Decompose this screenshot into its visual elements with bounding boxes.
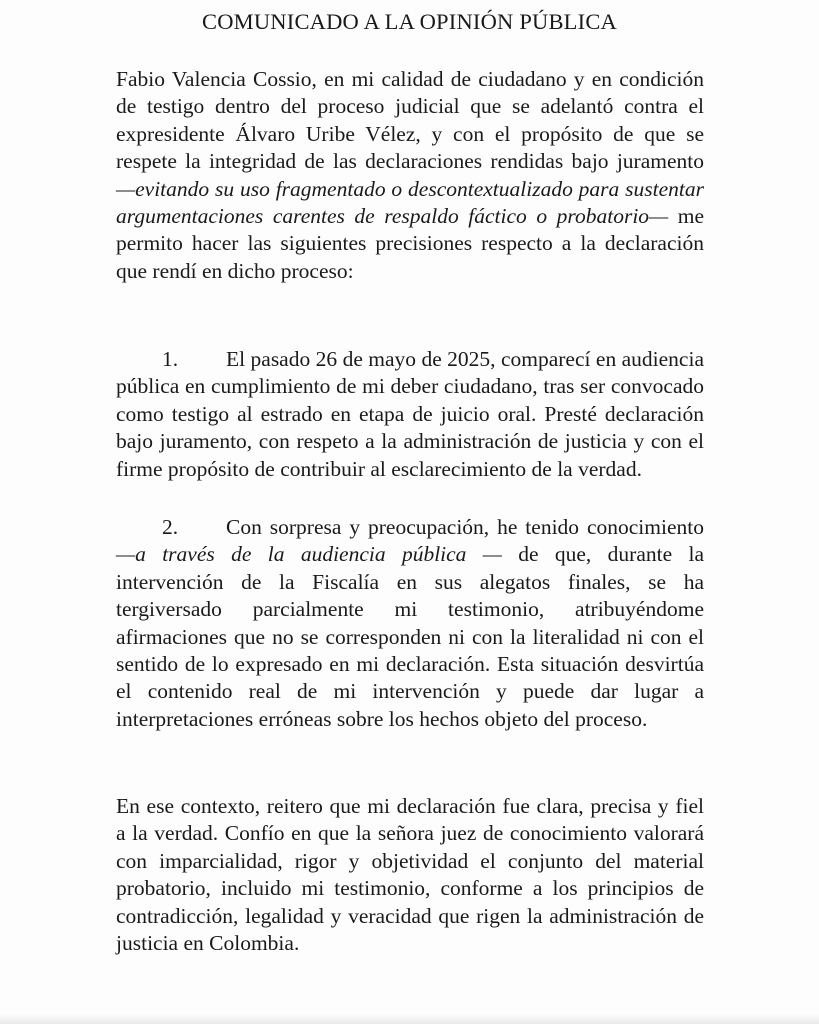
closing-paragraph: [116, 793, 704, 957]
item-2-number: 2.: [162, 515, 179, 539]
intro-text-start: Fabio Valencia Cossio, en mi calidad de ciudadano y en condición de testigo dentro del proceso judicial que se adelantó contra el expresidente Álvaro Uribe Vélez, y con el propósito de que se respete la integridad de las declaraciones rendidas bajo juramento: [116, 67, 704, 174]
intro-text-end: me permito hacer las siguientes precisiones respecto a la declaración que rendí en dicho proceso:: [116, 204, 704, 283]
intro-paragraph: [116, 66, 704, 285]
numbered-item-1: [116, 346, 704, 483]
page-bottom-edge: [0, 1014, 819, 1024]
intro-emphasis: —evitando su uso fragmentado o descontextualizado para sustentar argumentaciones carentes de respaldo fáctico o probatorio—: [116, 176, 704, 229]
item-2-text-start: Con sorpresa y preocupación, he tenido conocimiento: [226, 515, 704, 539]
item-2-text-end: de que, durante la intervención de la Fiscalía en sus alegatos finales, se ha tergiversado parcialmente mi testimonio, atribuyéndome afirmaciones que no se corresponden ni con la literalidad ni con el sentido de lo expresado en mi declaración. Esta situación desvirtúa el contenido real de mi intervención y puede dar lugar a interpretaciones erróneas sobre los hechos objeto del proceso.: [116, 542, 704, 731]
item-1-text: El pasado 26 de mayo de 2025, comparecí en audiencia pública en cumplimiento de mi deber ciudadano, tras ser convocado como testigo al estrado en etapa de juicio oral. Presté declaración bajo juramento, con respeto a la administración de justicia y con el firme propósito de contribuir al esclarecimiento de la verdad.: [116, 347, 704, 481]
item-1-number: 1.: [162, 347, 179, 371]
numbered-item-2: [116, 514, 704, 733]
document-title: COMUNICADO A LA OPINIÓN PÚBLICA: [202, 9, 617, 34]
item-2-emphasis: —a través de la audiencia pública —: [116, 542, 502, 567]
closing-text: En ese contexto, reitero que mi declaración fue clara, precisa y fiel a la verdad. Confío en que la señora juez de conocimiento valorará con imparcialidad, rigor y objetividad el conjunto del material probatorio, incluido mi testimonio, conforme a los principios de contradicción, legalidad y veracidad que rigen la administración de justicia en Colombia.: [116, 794, 704, 956]
